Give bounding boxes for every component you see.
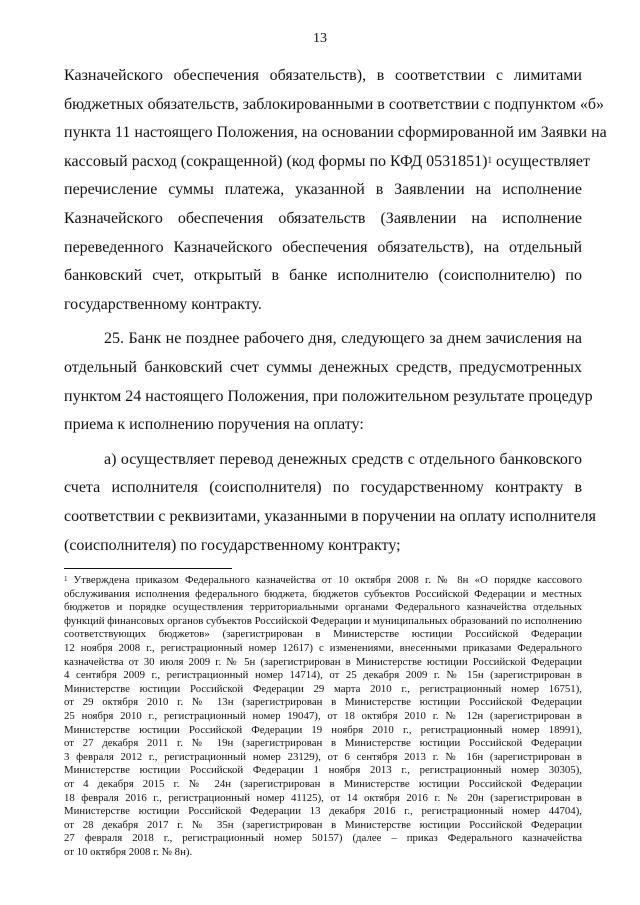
footnote-line: Министерстве юстиции Российской Федерации 29 марта 2010 г., регистрационный номер 16751), [64, 682, 582, 695]
footnote-line: бюджетов и порядке осуществления территориальными органами Федерального казначейства отдельных [64, 601, 582, 614]
text-fragment: осуществляет [491, 152, 590, 170]
text-fragment: кассовый расход (сокращенной) (код формы по КФД 0531851) [64, 152, 488, 170]
footnote-line: 27 февраля 2018 г., регистрационный номер 50157) (далее – приказ Федерального казначейства [64, 832, 582, 845]
text-line: государственному контракту. [64, 295, 262, 313]
footnote-reference: 1 [487, 154, 492, 165]
footnote-line: казначейства от 30 июля 2009 г. № 5н (зарегистрирован в Министерстве юстиции Российской Федерации [64, 655, 582, 668]
text-line: пункта 11 настоящего Положения, на основании сформированной им Заявки на [64, 124, 607, 142]
paragraph-25-line: пунктом 24 настоящего Положения, при положительном результате процедур [64, 387, 593, 405]
footnote-line: Министерстве юстиции Российской Федерации 13 декабря 2016 г., регистрационный номер 44704), [64, 805, 582, 818]
body-text [64, 62, 607, 560]
footnote-text: Утверждена приказом Федерального казначейства от 10 октября 2008 г. № 8н «О порядке кассового [73, 574, 582, 586]
page-number: 13 [313, 31, 327, 46]
paragraph-25-line: 25. Банк не позднее рабочего дня, следующего за днем зачисления на [104, 330, 582, 348]
footnote-line: от 27 декабря 2011 г. № 19н (зарегистрирован в Министерстве юстиции Российской Федерации [64, 737, 582, 750]
paragraph-25-line: отдельный банковский счет суммы денежных средств, предусмотренных [64, 358, 582, 376]
footnote-line: обслуживания исполнения федерального бюджета, бюджетов субъектов Российской Федерации и местных [64, 587, 582, 600]
subitem-a-line: соответствии с реквизитами, указанными в поручении на оплату исполнителя [64, 507, 596, 525]
footnote-line [64, 574, 582, 588]
footnote [64, 574, 582, 859]
footnote-mark: 1 [64, 575, 68, 583]
footnote-line: от 10 октября 2008 г. № 8н). [64, 845, 193, 858]
footnote-line: от 29 октября 2010 г. № 13н (зарегистрирован в Министерстве юстиции Российской Федерации [64, 696, 582, 709]
text-line: банковский счет, открытый в банке исполнителю (соисполнителю) по [64, 267, 582, 285]
footnote-line: соответствующих бюджетов» (зарегистрирован в Министерстве юстиции Российской Федерации [64, 628, 582, 641]
footnote-line: 4 сентября 2009 г., регистрационный номер 14714), от 25 декабря 2009 г. № 15н (зарегистрирован в [64, 669, 582, 682]
text-line: перечисление суммы платежа, указанной в Заявлении на исполнение [64, 181, 582, 199]
footnote-line: 12 ноября 2008 г., регистрационный номер 12617) с изменениями, внесенными приказами Федерального [64, 641, 582, 654]
text-line: бюджетных обязательств, заблокированными в соответствии с подпунктом «б» [64, 95, 605, 113]
subitem-a-line: а) осуществляет перевод денежных средств с отдельного банковского [104, 450, 582, 468]
footnote-line: 3 февраля 2012 г., регистрационный номер 23129), от 6 сентября 2013 г. № 16н (зарегистрирован в [64, 750, 582, 763]
footnote-line: от 28 декабря 2017 г. № 35н (зарегистрирован в Министерстве юстиции Российской Федерации [64, 818, 582, 831]
footnote-line: 25 ноября 2010 г., регистрационный номер 19047), от 18 октября 2010 г. № 12н (зарегистрирован в [64, 709, 582, 722]
footnote-separator [64, 568, 232, 569]
footnote-line: от 4 декабря 2015 г. № 24н (зарегистрирован в Министерстве юстиции Российской Федерации [64, 777, 582, 790]
footnote-line: Министерстве юстиции Российской Федерации 19 ноября 2010 г., регистрационный номер 18991), [64, 723, 582, 736]
text-line: Казначейского обеспечения обязательств), в соответствии с лимитами [64, 67, 582, 84]
subitem-a-line: (соисполнителя) по государственному контракту; [64, 536, 401, 554]
footnote-line: функций финансовых органов субъектов Российской Федерации и муниципальных образований по исполнению [64, 614, 582, 627]
footnote-line: Министерстве юстиции Российской Федерации 1 ноября 2013 г., регистрационный номер 30305), [64, 764, 582, 777]
text-line: переведенного Казначейского обеспечения обязательств), на отдельный [64, 238, 582, 256]
text-line: Казначейского обеспечения обязательств (Заявлении на исполнение [64, 209, 582, 227]
footnote-line: 18 февраля 2016 г., регистрационный номер 41125), от 14 октября 2016 г. № 20н (зарегистрирован в [64, 791, 582, 804]
paragraph-25-line: приема к исполнению поручения на оплату: [64, 416, 364, 434]
subitem-a-line: счета исполнителя (соисполнителя) по государственному контракту в [64, 479, 582, 497]
text-line-with-footnote-ref [64, 148, 590, 177]
